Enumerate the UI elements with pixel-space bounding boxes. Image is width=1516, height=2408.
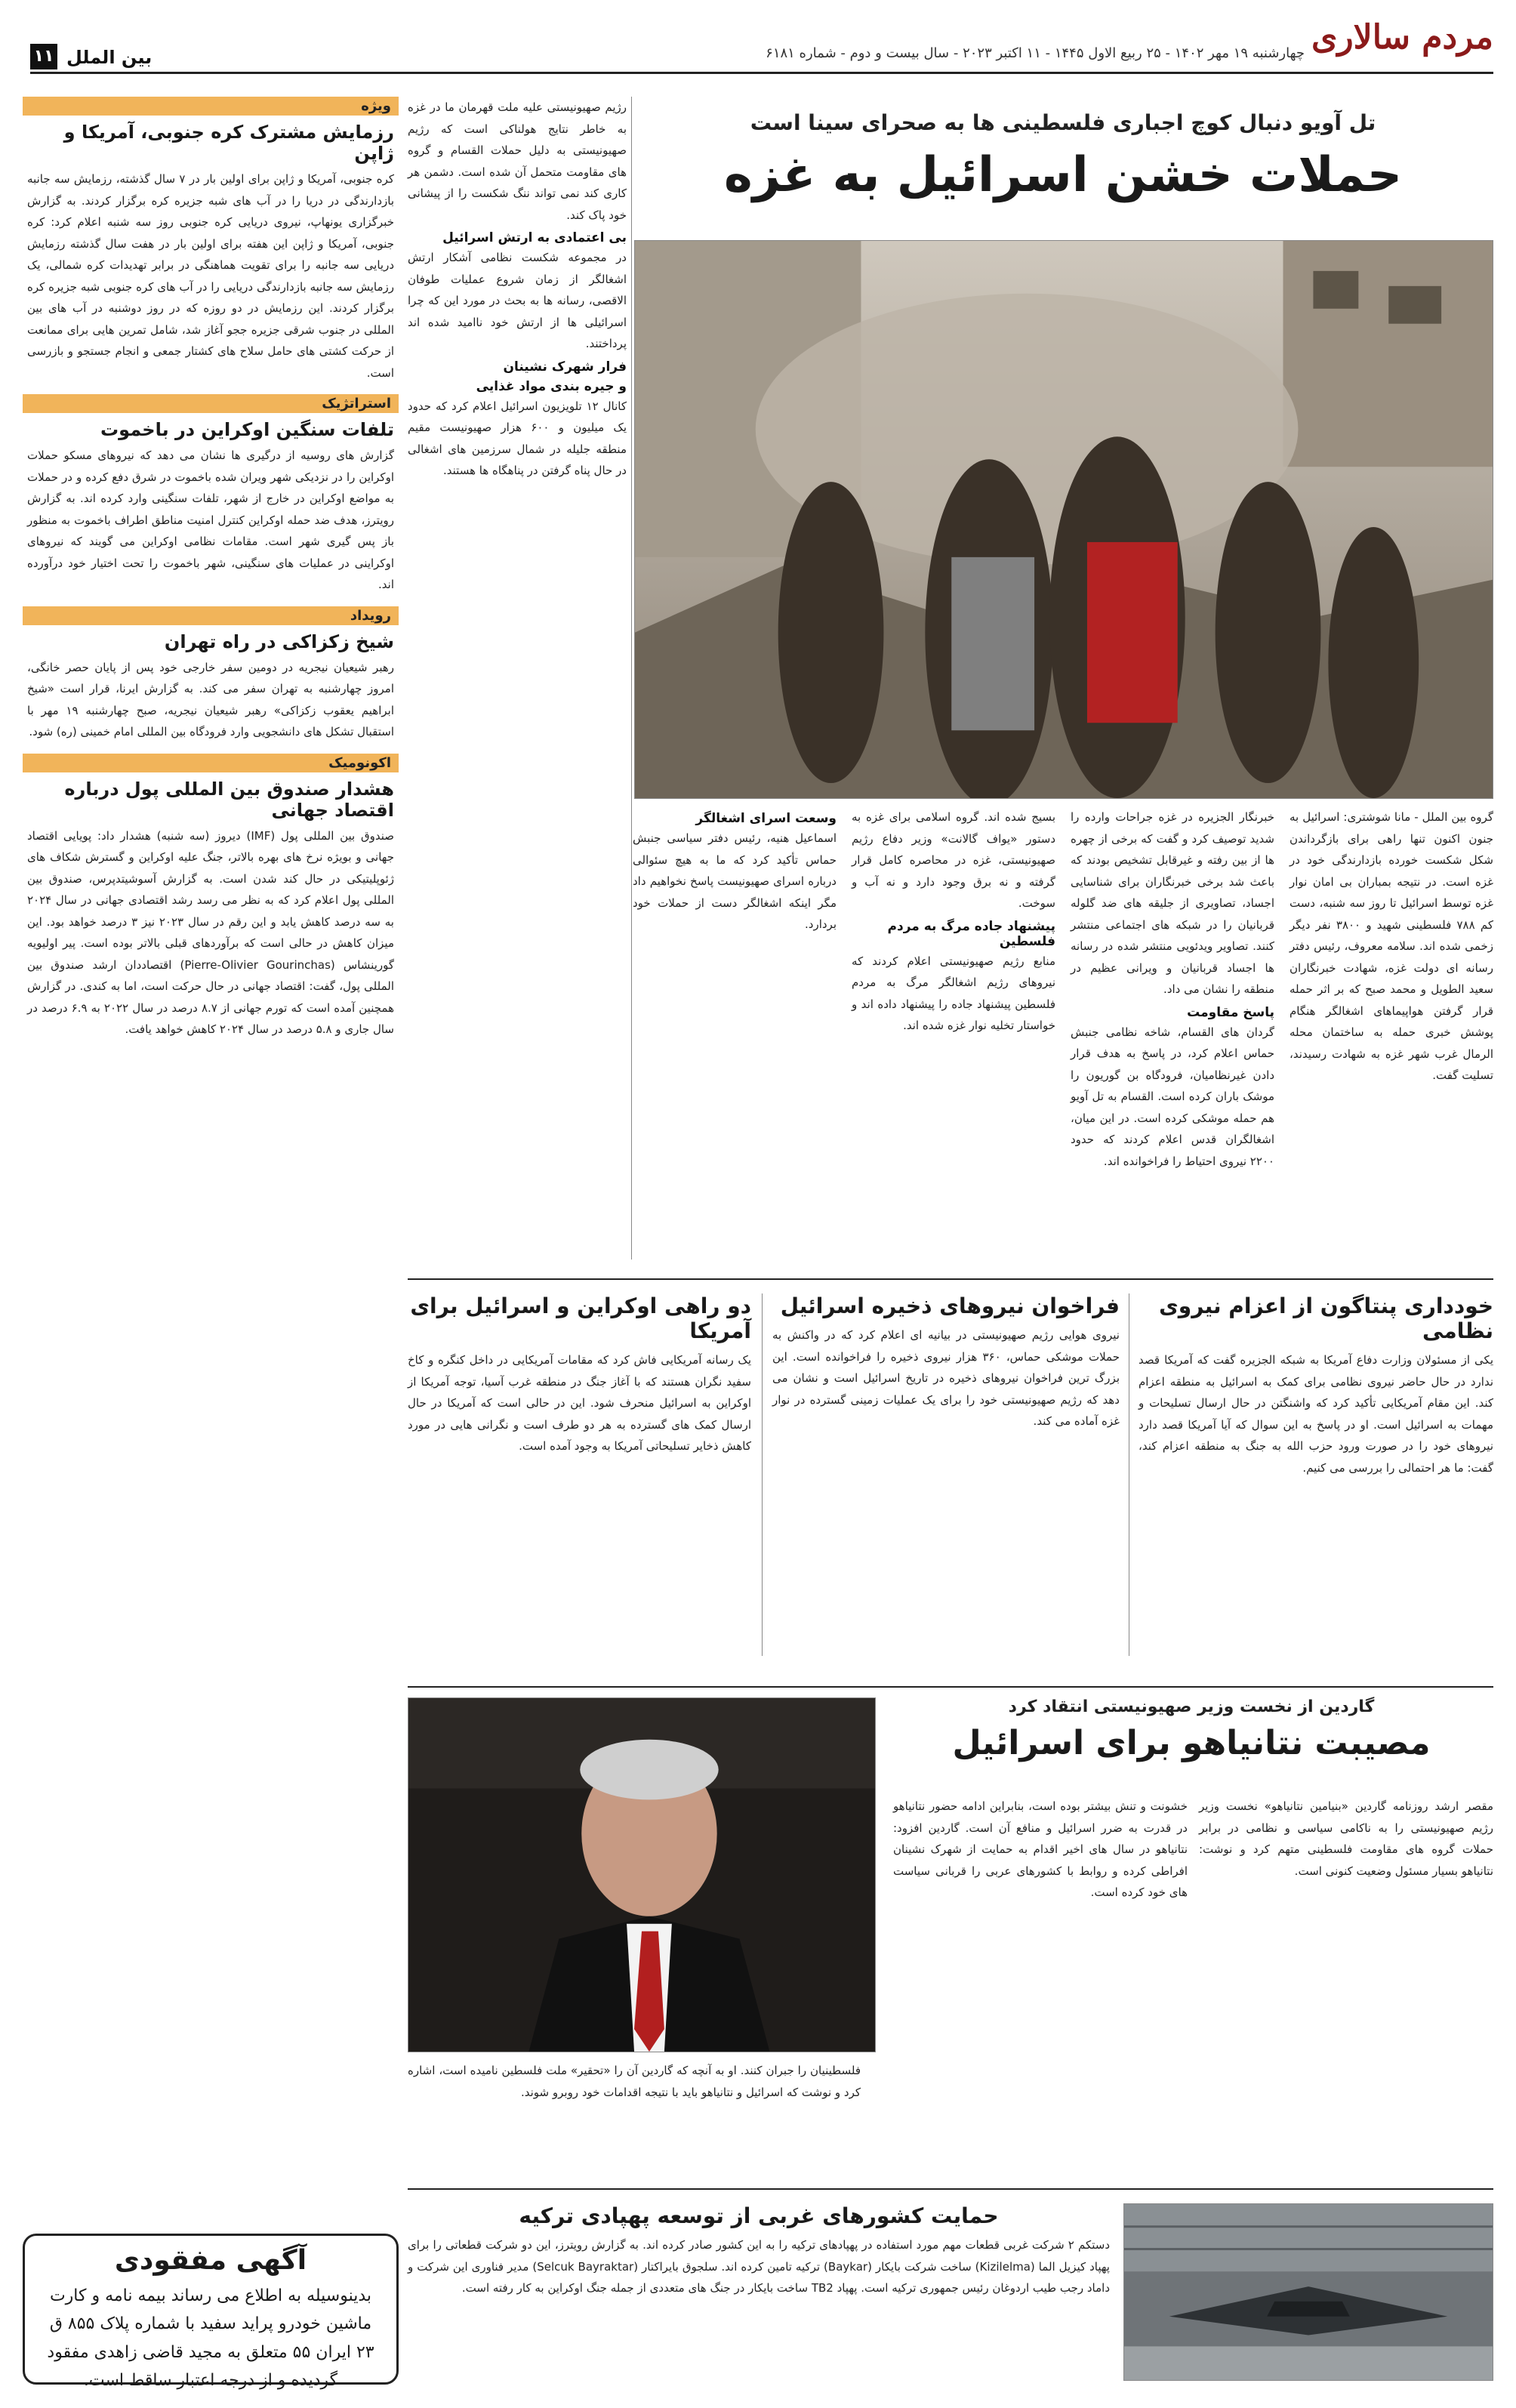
story-title: حمایت کشورهای غربی از توسعه پهپادی ترکیه: [519, 2203, 999, 2228]
newspaper-logo: مردم سالاری: [1311, 18, 1493, 57]
column-subhead: و جیره بندی مواد غذایی: [476, 378, 627, 394]
lead-photo-gaza-rubble: [634, 240, 1493, 799]
sidebar-story-korea: [23, 97, 399, 384]
netanyahu-column-2: [893, 1796, 1188, 1904]
lead-continuation-column: [408, 97, 627, 973]
sidebar-story-bakhmut: [23, 394, 399, 596]
story-title: فراخوان نیروهای ذخیره اسرائیل: [780, 1293, 1120, 1318]
column-text: گروه بین الملل - مانا شوشتری: اسرائیل به جنون اکنون تنها راهی برای بازگرداندن شکل شکست خورده بازدارندگی خود در غزه است. در نتیجه بمباران بی امان نوار غزه توسط اسرائیل تا روز سه شنبه، دست کم ۷۸۸ فلسطینی شهید و ۳۸۰۰ نفر دیگر زخمی شده اند. سلامه معروف، رئیس دفتر رسانه ای دولت غزه، شهادت خبرنگاران سعید الطویل و محمد صبح که بر اثر حمله قرار گرفتن هواپیماهای اشغالگر هنگام پوشش خبری حمله به ساختمان محله الرمال غرب شهر غزه به شهادت رسیدند، تسلیت گفت.: [1290, 810, 1493, 1082]
column-text: بسیج شده اند. گروه اسلامی برای غزه به دستور «یواف گالانت» وزیر دفاع رژیم صهیونیستی، غزه در محاصره کامل قرار گرفته و نه برق وجود دارد و نه آب و سوخت.: [852, 810, 1055, 910]
story-tag: اکونومیک: [23, 754, 399, 772]
story-title: دو راهی اوکراین و اسرائیل برای آمریکا: [410, 1293, 751, 1343]
lead-column-2: [1071, 806, 1274, 1172]
story-body: کره جنوبی، آمریکا و ژاپن برای اولین بار در ۷ سال گذشته، رزمایش سه جانبه بازدارندگی در دریا را در آب های شبه جزیره کره برگزار کردند. به گزارش خبرگزاری یونهاپ، نیروی دریایی کره جنوبی روز سه شنبه اعلام کرد: کره جنوبی، آمریکا و ژاپن این هفته برای اولین بار در هفت سال گذشته رزمایش دریایی سه جانبه را برای تقویت هماهنگی در برابر تهدیدات کره شمالی، یک رزمایش سه جانبه بازدارندگی دریایی را در آب های کره جنوبی شبه جزیره کره برگزار کردند. این رزمایش در دو روزه که در روز دوشنبه در آب های بین المللی در جنوب شرقی جزیره ججو آغاز شد، شامل تمرین هایی برای ممانعت از حرکت کشتی های حامل سلاح های کشتار جمعی و انجام جستجو و بازرسی است.: [27, 172, 394, 380]
story-body: گزارش های روسیه از درگیری ها نشان می دهد که نیروهای مسکو حملات اوکراین را در نزدیکی شهر ویران شده باخموت در شرق دفع کرده و در حملات به مواضع اوکراین در خارج از شهر، تلفات سنگینی وارد کرده اند. به گزارش رویترز، هدف ضد حمله اوکراین کنترل امنیت مناطق اطراف باخموت به منظور باز پس گیری شهر است. مقامات نظامی اوکراین می گویند که نیروهای اوکراینی در عملیات های سنگینی، شهر باخموت را تحت اختیار خود درآورده اند.: [27, 449, 394, 591]
story-tag: رویداد: [23, 606, 399, 625]
story-body: یک رسانه آمریکایی فاش کرد که مقامات آمریکایی در داخل کنگره و کاخ سفید نگران هستند که با آغاز جنگ در منطقه غرب آسیا، توجه آمریکا از اوکراین به اسرائیل منحرف شود. این در حالی است که آمریکا در حال ارسال کمک های گسترده به هر دو طرف است و نگرانی هایی در مورد کاهش ذخایر تسلیحاتی آمریکا به وجود آمده است.: [408, 1353, 751, 1453]
drone-photo: [1123, 2203, 1493, 2381]
story-body: یکی از مسئولان وزارت دفاع آمریکا به شبکه الجزیره گفت که آمریکا قصد ندارد در حال حاضر نیروی نظامی برای کمک به اسرائیل به منطقه اعزام کند. این مقام آمریکایی تأکید کرد که واشنگتن در حال ارسال تسلیحات و مهمات به اسرائیل است. او در پاسخ به این سوال که آیا آمریکا قصد دارد نیروهای خود را در صورت ورود حزب الله به جنگ به منطقه اعزام کند، گفت: ما هر احتمالی را بررسی می کنیم.: [1139, 1353, 1493, 1475]
netanyahu-column-1: [1199, 1796, 1493, 1882]
column-text: خبرنگار الجزیره در غزه جراحات وارده را شدید توصیف کرد و گفت که برخی از چهره ها از بین رفته و غیرقابل تشخیص بودند که باعث شد برخی خبرنگاران برای شناسایی اجساد، تصاویری از جلیقه های ضد گلوله قربانیان را در شبکه های اجتماعی منتشر کنند. تصاویر ویدئویی منتشر شده در رسانه ها اجساد قربانیان و ویرانی عظیم در منطقه را نشان می داد.: [1071, 810, 1274, 996]
column-text: در مجموعه شکست نظامی آشکار ارتش اشغالگر از زمان شروع عملیات طوفان الاقصی، رسانه ها به بحث در مورد این که چرا اسرائیلی ها از ارتش خود ناامید شده اند پرداختند.: [408, 251, 627, 350]
section-divider: [408, 1278, 1493, 1280]
netanyahu-column-3: [408, 2060, 861, 2103]
masthead: [30, 14, 1493, 74]
story-body: نیروی هوایی رژیم صهیونیستی در بیانیه ای اعلام کرد که در واکنش به حملات موشکی حماس، ۳۶۰ هزار نیروی ذخیره را فراخوانده است. این بزرگ ترین فراخوان نیروهای ذخیره در تاریخ اسرائیل است و نشان می دهد که رژیم صهیونیستی خود را برای یک عملیات زمینی گسترده در نوار غزه آماده می کند.: [772, 1328, 1120, 1428]
column-subhead: بی اعتمادی به ارتش اسرائیل: [442, 230, 627, 245]
column-text: گردان های القسام، شاخه نظامی جنبش حماس اعلام کرد، در پاسخ به هدف قرار دادن غیرنظامیان، فرودگاه بن گوریون را موشک باران کرده است. القسام به تل آویو هم حمله موشکی کرده است. در این میان، اشغالگران قدس اعلام کردند که حدود ۲۲۰۰ نیروی احتیاط را فراخوانده اند.: [1071, 1025, 1274, 1168]
column-subhead: پیشنهاد جاده مرگ به مردم فلسطین: [887, 918, 1055, 949]
column-text: مقصر ارشد روزنامه گاردین «بنیامین نتانیاهو» نخست وزیر رژیم صهیونیستی را به ناکامی سیاسی و نظامی در برابر حملات گروه های مقاومت فلسطینی متهم کرد و نوشت: نتانیاهو بسیار مسئول وضعیت کنونی است.: [1199, 1799, 1493, 1878]
lead-column-3: [852, 806, 1055, 1037]
section-divider: [408, 1686, 1493, 1688]
story-body: صندوق بین المللی پول (IMF) دیروز (سه شنبه) هشدار داد: پویایی اقتصاد جهانی و بویژه نرخ های بهره بالاتر، جنگ علیه اوکراین و گسترش شکاف های ژئوپلیتیکی در حال کند شدن است. به گزارش آسوشیتدپرس، صندوق بین المللی پول اعلام کرد که به نظر می رسد رشد اقتصادی جهانی در سال ۲۰۲۴ به سه درصد کاهش یابد و این رقم در سال ۲۰۲۳ نیز ۳ درصد خواهد بود. این میزان کاهش در حالی است که برآوردهای قبلی بالاتر بوده است. پیر اولیویه گورینشاس (Pierre-Olivier Gourinchas) اقتصاددان ارشد صندوق بین المللی پول، گفت: اقتصاد جهانی در حال حرکت است، اما به کندی. در گزارش همچنین آمده است که تورم جهانی از ۸.۷ درصد در سال ۲۰۲۲ به ۶.۹ درصد در سال جاری و ۵.۸ درصد در سال ۲۰۲۴ کاهش خواهد یافت.: [27, 828, 395, 1036]
story-ukraine-israel: [408, 1293, 751, 1679]
story-title: شیخ زکزاکی در راه تهران: [164, 631, 394, 652]
lead-column-4: [633, 806, 837, 936]
story-body: دستکم ۲ شرکت غربی قطعات مهم مورد استفاده در پهپادهای ترکیه را به این کشور صادر کرده اند. به گزارش رویترز، این دو شرکت قطعاتی را برای پهپاد کیزیل الما (Kizilelma) ساخت شرکت بایکار (Baykar) ترکیه تامین کرده اند. سلجوق بایراکتار (Selcuk Bayraktar) مدیر فناوری این شرکت و داماد رجب طیب اردوغان رئیس جمهوری ترکیه است. پهپاد TB2 ساخت بایکار در جنگ های متعددی از جمله جنگ اوکراین به کار رفته است.: [408, 2238, 1111, 2295]
lost-notice-ad: [23, 2234, 399, 2391]
story-title: هشدار صندوق بین المللی پول درباره اقتصاد جهانی: [64, 778, 394, 821]
story-kicker: گاردین از نخست وزیر صهیونیستی انتقاد کرد: [1008, 1697, 1375, 1716]
sidebar-story-imf: [23, 754, 399, 1041]
story-turkey-drones: [408, 2203, 1110, 2299]
story-tag: ویژه: [23, 97, 399, 116]
section-divider: [408, 2188, 1493, 2190]
story-title: تلفات سنگین اوکراین در باخموت: [100, 419, 394, 440]
story-title: مصیبت نتانیاهو برای اسرائیل: [952, 1724, 1431, 1762]
sidebar-story-zakzaky: [23, 606, 399, 743]
story-title: خودداری پنتاگون از اعزام نیروی نظامی: [1159, 1293, 1493, 1343]
story-body: رهبر شیعیان نیجریه در دومین سفر خارجی خود پس از پایان حصر خانگی، امروز چهارشنبه به تهران سفر می کند. به گزارش ایرنا، قرار است «شیخ ابراهیم یعقوب زکزاکی» رهبر شیعیان نیجریه، صبح چهارشنبه ۱۹ مهر با استقبال تشکل های دانشجویی وارد فرودگاه بین المللی امام خمینی (ره) شود.: [27, 660, 394, 738]
column-text: خشونت و تنش بیشتر بوده است، بنابراین ادامه حضور نتانیاهو در قدرت به ضرر اسرائیل و منافع آن است. گاردین افزود: نتانیاهو در سال های اخیر اقدام به حمایت از شهرک نشینان افراطی کرده و روابط با کشورهای عربی را قربانی سیاست های خود کرده است.: [893, 1799, 1188, 1899]
story-title: رزمایش مشترک کره جنوبی، آمریکا و ژاپن: [63, 122, 394, 164]
lead-header: [633, 97, 1493, 203]
column-text: رژیم صهیونیستی علیه ملت قهرمان ما در غزه به خاطر نتایج هولناکی است که رژیم صهیونیستی به دلیل حملات القسام و گروه های مقاومت متحمل آن شده است. دشمن هر کاری کند نمی تواند ننگ شکست را از پیشانی خود پاک کند.: [408, 100, 627, 222]
column-text: منابع رژیم صهیونیستی اعلام کردند که نیروهای رژیم اشغالگر مرگ به مردم فلسطین پیشنهاد جاده را پیشنهاد داده اند و خواستار تخلیه نوار غزه شده اند.: [852, 954, 1055, 1032]
column-subhead: پاسخ مقاومت: [1187, 1004, 1274, 1020]
netanyahu-photo: [408, 1697, 876, 2052]
column-subhead: فرار شهرک نشینان: [503, 359, 627, 375]
ad-title: آگهی مفقودی: [114, 2245, 307, 2276]
story-tag: استراتژیک: [23, 394, 399, 413]
issue-info: چهارشنبه ۱۹ مهر ۱۴۰۲ - ۲۵ ربیع الاول ۱۴۴۵ - ۱۱ اکتبر ۲۰۲۳ - سال بیست و دوم - شماره ۶۱۸۱: [766, 45, 1305, 61]
lead-headline: حملات خشن اسرائیل به غزه: [724, 147, 1402, 203]
main-content: [408, 97, 1493, 2385]
lead-column-1: [1290, 806, 1493, 1087]
story-reserves: [772, 1293, 1120, 1679]
story-pentagon: [1139, 1293, 1493, 1679]
column-text: کانال ۱۲ تلویزیون اسرائیل اعلام کرد که حدود یک میلیون و ۶۰۰ هزار صهیونیست مقیم منطقه جلیله در شمال سرزمین های اشغالی در حال پناه گرفتن در پناهگاه ها هستند.: [408, 399, 627, 477]
column-divider: [762, 1293, 763, 1656]
section-name: بین الملل: [66, 47, 153, 68]
column-text: اسماعیل هنیه، رئیس دفتر سیاسی جنبش حماس تأکید کرد که ما به هیچ سئوالی درباره اسرای صهیونیست پاسخ نخواهیم داد مگر اینکه اشغالگر دست از حملات خود بردارد.: [633, 831, 837, 931]
column-text: فلسطینیان را جبران کنند. او به آنچه که گاردین آن را «تحقیر» ملت فلسطین نامیده است، اشاره کرد و نوشت که اسرائیل و نتانیاهو باید با نتیجه اقدامات خود روبرو شوند.: [408, 2064, 861, 2099]
lead-kicker: تل آویو دنبال کوچ اجباری فلسطینی ها به صحرای سینا است: [750, 110, 1376, 135]
column-subhead: وسعت اسرای اشغالگر: [695, 811, 837, 826]
sidebar: [23, 97, 399, 2391]
page-number: ۱۱: [30, 44, 57, 69]
column-divider: [631, 97, 632, 1259]
ad-body: بدینوسیله به اطلاع می رساند بیمه نامه و کارت ماشین خودرو پراید سفید با شماره پلاک ۸۵۵ ق ۲۳ ایران ۵۵ متعلق به مجید قاضی زاهدی مفقود گردیده و از درجه اعتبار ساقط است.: [47, 2286, 374, 2391]
netanyahu-header: [889, 1697, 1493, 1762]
